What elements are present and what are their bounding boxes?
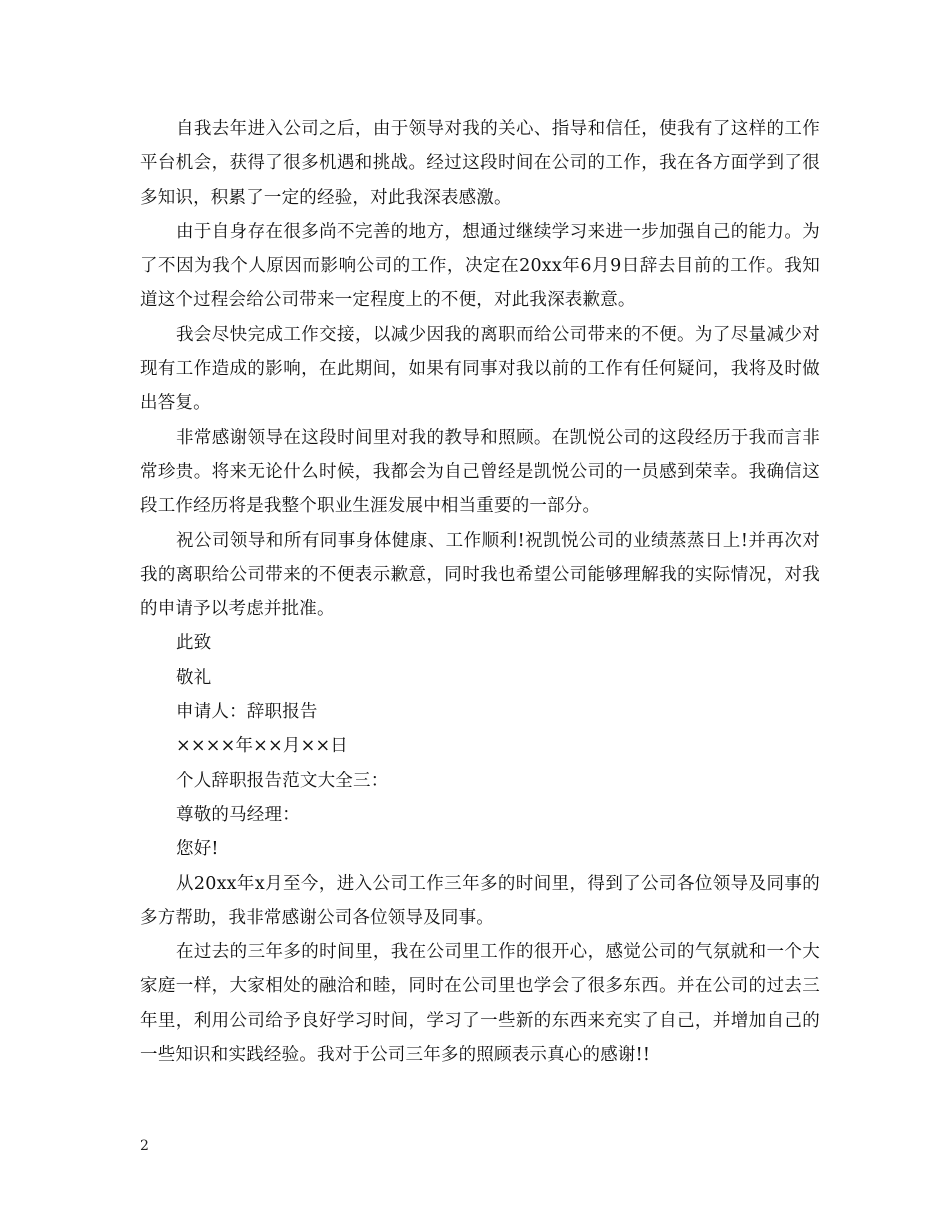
letter-greeting: 您好! [176,839,219,860]
closing-salutation: 此致 [176,633,212,654]
applicant-line: 申请人：辞职报告 [176,702,318,723]
paragraph: 祝公司领导和所有同事身体健康、工作顺利!祝凯悦公司的业绩蒸蒸日上!并再次对我的离职给公司带来的不便表示歉意，同时我也希望公司能够理解我的实际情况，对我的申请予以考虑并批准。 [140,530,820,620]
paragraph: 从20xx年x月至今，进入公司工作三年多的时间里，得到了公司各位领导及同事的多方帮助，我非常感谢公司各位领导及同事。 [140,873,820,928]
paragraph: 非常感谢领导在这段时间里对我的教导和照顾。在凯悦公司的这段经历于我而言非常珍贵。将来无论什么时候，我都会为自己曾经是凯悦公司的一员感到荣幸。我确信这段工作经历将是我整个职业生涯发展中相当重要的一部分。 [140,427,820,517]
paragraph: 在过去的三年多的时间里，我在公司里工作的很开心，感觉公司的气氛就和一个大家庭一样，大家相处的融洽和睦，同时在公司里也学会了很多东西。并在公司的过去三年里，利用公司给予良好学习时间，学习了一些新的东西来充实了自己，并增加自己的一些知识和实践经验。我对于公司三年多的照顾表示真心的感谢!! [140,942,820,1066]
closing-regards: 敬礼 [176,667,212,688]
section-heading: 个人辞职报告范文大全三： [176,770,389,791]
document-body [140,112,820,1072]
date-line: ××××年××月××日 [176,736,349,757]
paragraph: 由于自身存在很多尚不完善的地方，想通过继续学习来进一步加强自己的能力。为了不因为我个人原因而影响公司的工作，决定在20xx年6月9日辞去目前的工作。我知道这个过程会给公司带来一定程度上的不便，对此我深表歉意。 [140,221,820,311]
letter-greeting-recipient: 尊敬的马经理： [176,804,300,825]
paragraph: 我会尽快完成工作交接，以减少因我的离职而给公司带来的不便。为了尽量减少对现有工作造成的影响，在此期间，如果有同事对我以前的工作有任何疑问，我将及时做出答复。 [140,324,820,414]
paragraph: 自我去年进入公司之后，由于领导对我的关心、指导和信任，使我有了这样的工作平台机会，获得了很多机遇和挑战。经过这段时间在公司的工作，我在各方面学到了很多知识，积累了一定的经验，对此我深表感激。 [140,119,820,208]
page-number: 2 [140,1138,149,1154]
